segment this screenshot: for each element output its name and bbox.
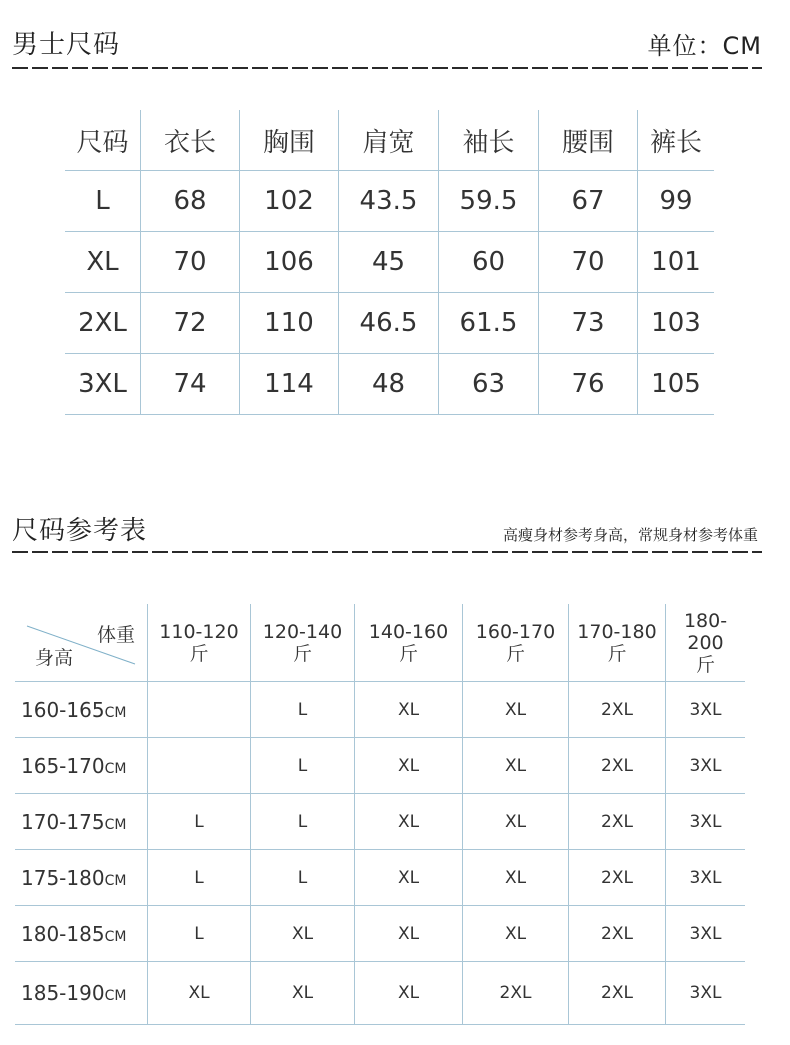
height-range: 160-165 <box>21 697 105 722</box>
measurement-cell: 110 <box>240 293 339 354</box>
weight-header <box>666 604 746 682</box>
weight-unit: 斤 <box>505 642 525 665</box>
measurement-cell: 45 <box>339 232 439 293</box>
recommended-size: XL <box>463 794 569 850</box>
height-unit: CM <box>104 928 127 945</box>
measurement-cell: 63 <box>439 354 539 415</box>
table-row <box>65 354 714 415</box>
divider <box>12 67 762 69</box>
measurement-cell: 70 <box>141 232 240 293</box>
weight-range: 180-200 <box>683 609 728 654</box>
size-label: XL <box>65 232 141 293</box>
measurement-cell: 103 <box>638 293 715 354</box>
measurement-cell: 48 <box>339 354 439 415</box>
weight-unit: 斤 <box>695 653 715 676</box>
table-row <box>15 906 745 962</box>
recommended-size: XL <box>355 682 463 738</box>
recommended-size <box>148 682 251 738</box>
recommended-size: XL <box>148 962 251 1025</box>
recommended-size: 2XL <box>569 682 666 738</box>
height-label <box>15 962 148 1025</box>
size-label: L <box>65 171 141 232</box>
table-row <box>65 171 714 232</box>
table-row <box>15 682 745 738</box>
height-unit: CM <box>104 988 127 1004</box>
recommended-size: XL <box>355 906 463 962</box>
weight-unit: 斤 <box>292 642 312 665</box>
measurement-cell: 68 <box>141 171 240 232</box>
column-header: 腰围 <box>539 110 638 171</box>
table-header-row <box>65 110 714 171</box>
measurement-cell: 59.5 <box>439 171 539 232</box>
measurement-cell: 61.5 <box>439 293 539 354</box>
measurement-cell: 101 <box>638 232 715 293</box>
recommended-size: 3XL <box>666 906 746 962</box>
weight-unit: 斤 <box>398 642 418 665</box>
column-header: 衣长 <box>141 110 240 171</box>
weight-range: 140-160 <box>368 620 449 643</box>
weight-header <box>355 604 463 682</box>
divider <box>12 551 762 553</box>
recommended-size: 3XL <box>666 850 746 906</box>
weight-header <box>148 604 251 682</box>
size-label: 2XL <box>65 293 141 354</box>
weight-header <box>569 604 666 682</box>
recommended-size: XL <box>463 850 569 906</box>
measurement-cell: 102 <box>240 171 339 232</box>
column-header: 尺码 <box>65 110 141 171</box>
measurement-cell: 46.5 <box>339 293 439 354</box>
recommended-size: 2XL <box>463 962 569 1025</box>
table-row <box>15 794 745 850</box>
column-header: 袖长 <box>439 110 539 171</box>
section-title-size-reference: 尺码参考表 <box>12 516 148 546</box>
weight-header <box>251 604 355 682</box>
recommended-size: XL <box>355 738 463 794</box>
recommended-size: L <box>148 850 251 906</box>
weight-header <box>463 604 569 682</box>
recommended-size: L <box>251 850 355 906</box>
size-label: 3XL <box>65 354 141 415</box>
column-header: 肩宽 <box>339 110 439 171</box>
measurement-cell: 72 <box>141 293 240 354</box>
measurement-cell: 106 <box>240 232 339 293</box>
height-label <box>15 850 148 906</box>
weight-unit: 斤 <box>607 642 627 665</box>
corner-height-label: 身高 <box>35 647 74 669</box>
recommended-size: 3XL <box>666 738 746 794</box>
height-label <box>15 906 148 962</box>
height-range: 185-190 <box>21 981 105 1005</box>
height-range: 165-170 <box>21 753 105 778</box>
recommended-size: XL <box>355 850 463 906</box>
measurement-cell: 60 <box>439 232 539 293</box>
recommended-size: XL <box>463 906 569 962</box>
reference-note: 高瘦身材参考身高，常规身材参考体重 <box>502 526 758 544</box>
recommended-size <box>148 738 251 794</box>
height-range: 170-175 <box>21 809 105 834</box>
height-label <box>15 794 148 850</box>
recommended-size: L <box>251 682 355 738</box>
size-reference-table <box>15 604 745 1025</box>
recommended-size: 2XL <box>569 738 666 794</box>
height-unit: CM <box>104 872 127 889</box>
recommended-size: XL <box>355 794 463 850</box>
recommended-size: L <box>148 794 251 850</box>
height-unit: CM <box>104 760 127 777</box>
measurement-cell: 105 <box>638 354 715 415</box>
table-row <box>15 850 745 906</box>
height-range: 180-185 <box>21 921 105 946</box>
unit-label: 单位：CM <box>647 32 762 60</box>
recommended-size: XL <box>463 738 569 794</box>
table-row <box>15 962 745 1025</box>
recommended-size: XL <box>355 962 463 1025</box>
height-unit: CM <box>104 704 127 721</box>
weight-range: 160-170 <box>475 620 556 643</box>
recommended-size: 2XL <box>569 962 666 1025</box>
recommended-size: 2XL <box>569 906 666 962</box>
recommended-size: 2XL <box>569 850 666 906</box>
height-label <box>15 682 148 738</box>
measurement-cell: 67 <box>539 171 638 232</box>
recommended-size: 3XL <box>666 962 746 1025</box>
height-range: 175-180 <box>21 865 105 890</box>
corner-weight-label: 体重 <box>96 624 135 646</box>
table-row <box>15 738 745 794</box>
measurement-cell: 74 <box>141 354 240 415</box>
size-chart-table <box>65 110 714 415</box>
section-title-mens-size: 男士尺码 <box>12 30 121 60</box>
weight-range: 110-120 <box>159 620 239 643</box>
column-header: 裤长 <box>638 110 715 171</box>
recommended-size: L <box>148 906 251 962</box>
measurement-cell: 70 <box>539 232 638 293</box>
height-unit: CM <box>104 816 127 833</box>
measurement-cell: 43.5 <box>339 171 439 232</box>
weight-unit: 斤 <box>189 642 209 665</box>
recommended-size: L <box>251 794 355 850</box>
recommended-size: L <box>251 738 355 794</box>
table-row <box>65 232 714 293</box>
weight-range: 120-140 <box>262 620 343 643</box>
table-row <box>65 293 714 354</box>
recommended-size: XL <box>251 906 355 962</box>
recommended-size: 2XL <box>569 794 666 850</box>
measurement-cell: 76 <box>539 354 638 415</box>
recommended-size: 3XL <box>666 682 746 738</box>
measurement-cell: 114 <box>240 354 339 415</box>
measurement-cell: 99 <box>638 171 715 232</box>
height-label <box>15 738 148 794</box>
recommended-size: 3XL <box>666 794 746 850</box>
weight-range: 170-180 <box>577 620 657 643</box>
recommended-size: XL <box>251 962 355 1025</box>
corner-cell <box>15 604 148 682</box>
measurement-cell: 73 <box>539 293 638 354</box>
recommended-size: XL <box>463 682 569 738</box>
column-header: 胸围 <box>240 110 339 171</box>
